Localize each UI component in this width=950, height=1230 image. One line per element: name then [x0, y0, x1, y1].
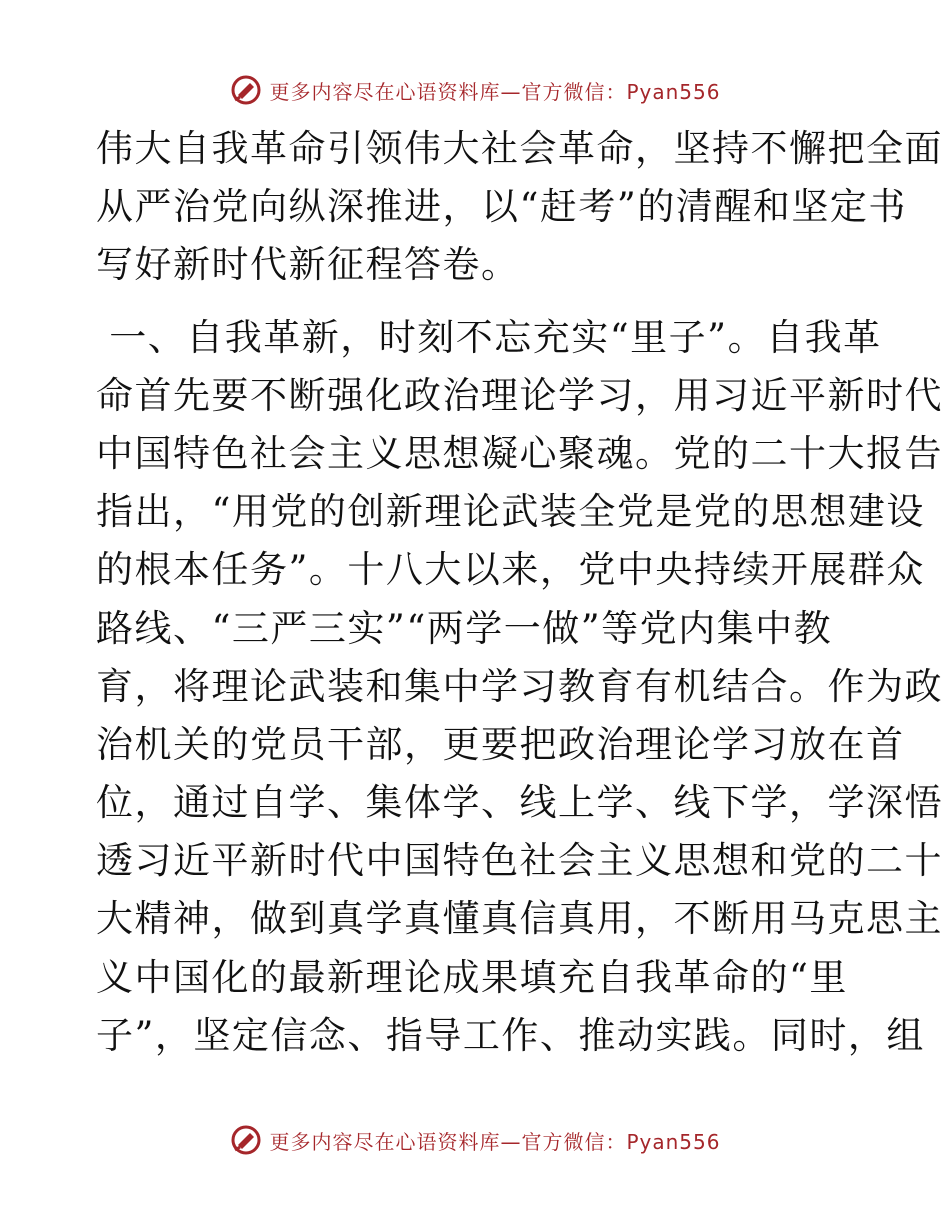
footer-banner-text: 更多内容尽在心语资料库—官方微信：Pyan556 — [269, 1129, 721, 1154]
paragraph-2 — [96, 309, 943, 1065]
text-line: 路线、“三严三实”“两学一做”等党内集中教 — [96, 606, 833, 650]
text-line: 指出，“用党的创新理论武装全党是党的思想建设 — [96, 490, 925, 534]
text-line: 写好新时代新征程答卷。 — [96, 243, 520, 287]
header-banner — [0, 70, 950, 110]
text-line: 义中国化的最新理论成果填充自我革命的“里 — [96, 955, 848, 999]
text-line: 位，通过自学、集体学、线上学、线下学，学深悟 — [96, 781, 943, 825]
header-banner-text: 更多内容尽在心语资料库—官方微信：Pyan556 — [269, 79, 721, 104]
text-line: 伟大自我革命引领伟大社会革命，坚持不懈把全面 — [96, 127, 943, 170]
footer-banner — [0, 1120, 950, 1160]
text-line: 中国特色社会主义思想凝心聚魂。党的二十大报告 — [96, 431, 943, 475]
text-line: 育，将理论武装和集中学习教育有机结合。作为政 — [96, 664, 943, 708]
text-line: 子”，坚定信念、指导工作、推动实践。同时，组 — [96, 1013, 925, 1057]
text-line: 一、自我革新，时刻不忘充实“里子”。自我革 — [96, 315, 882, 359]
text-line: 从严治党向纵深推进，以“赶考”的清醒和坚定书 — [96, 185, 907, 229]
text-line: 大精神，做到真学真懂真信真用，不断用马克思主 — [96, 897, 943, 941]
library-logo-icon — [229, 73, 263, 107]
document-body — [96, 120, 943, 1065]
text-line: 透习近平新时代中国特色社会主义思想和党的二十 — [96, 839, 943, 883]
library-logo-icon — [229, 1123, 263, 1157]
paragraph-1 — [96, 120, 943, 295]
text-line: 命首先要不断强化政治理论学习，用习近平新时代 — [96, 373, 943, 417]
text-line: 治机关的党员干部，更要把政治理论学习放在首 — [96, 722, 905, 766]
text-line: 的根本任务”。十八大以来，党中央持续开展群众 — [96, 548, 925, 592]
